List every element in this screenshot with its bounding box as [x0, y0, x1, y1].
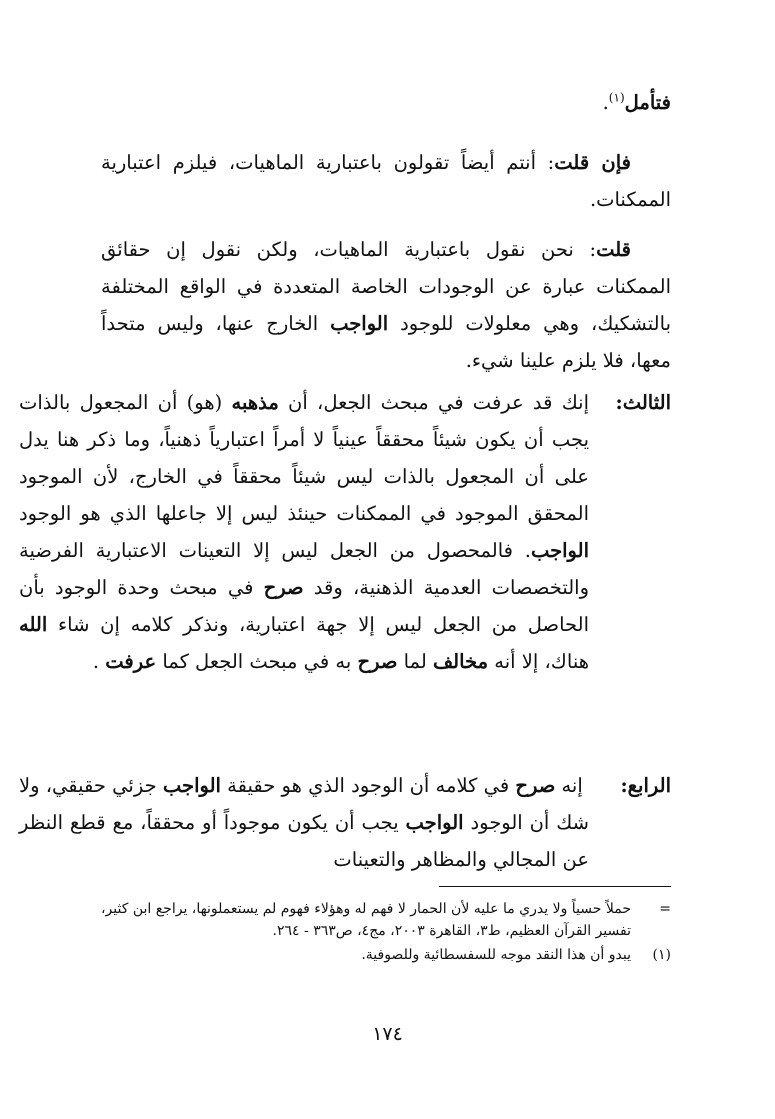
third-keyword-3: صرح: [263, 576, 304, 599]
fourth-text-4: يجب أن يكون موجوداً أو محققاً، مع قطع النظر عن المجالي والمظاهر والتعينات: [19, 811, 589, 871]
footnote-1-mark: (١): [652, 947, 671, 963]
footnote-separator: [439, 886, 671, 887]
fourth-point-label: الرابع:: [620, 774, 671, 797]
opening-line: [101, 84, 671, 121]
third-keyword-1: مذهبه: [231, 391, 279, 414]
fourth-keyword-2: الواجب: [162, 774, 221, 797]
opening-word: فتأمل: [624, 91, 671, 114]
footnote-ref-1: (١): [608, 90, 625, 105]
fourth-point-paragraph: [19, 767, 671, 878]
footnotes: [101, 898, 671, 966]
third-keyword-5: مخالف: [432, 650, 489, 673]
third-point-paragraph: [19, 384, 671, 680]
fourth-keyword-1: صرح: [515, 774, 556, 797]
answer-paragraph: [101, 231, 671, 379]
third-text-8: .: [92, 650, 106, 673]
third-keyword-2: الواجب: [530, 539, 589, 562]
answer-label: قلت: [596, 238, 631, 261]
answer-text-1: : نحن نقول باعتبارية الماهيات، ولكن نقول إن حقائق الممكنات عبارة عن الوجودات الخاصة المتعددة في الواقع المختلفة بالتشكيك، وهي معلولات للوجود: [101, 238, 671, 335]
third-keyword-6: صرح: [357, 650, 398, 673]
third-text-5: هناك، إلا أنه: [488, 650, 589, 673]
third-text-7: به في مبحث الجعل كما: [156, 650, 358, 673]
question-text: : أنتم أيضاً تقولون باعتبارية الماهيات، فيلزم اعتبارية الممكنات.: [101, 151, 671, 211]
footnote-1-text: يبدو أن هذا النقد موجه للسفسطائية وللصوفية.: [361, 947, 631, 963]
footnote-continued-text: حملاً حسياً ولا يدري ما عليه لأن الحمار لا فهم له وهؤلاء فهوم لم يستعملونها، يراجع ابن كثير، تفسير القرآن العظيم، ط٣، القاهرة ٢٠٠٣، مج٤، ص٣٦٣ - ٢٦٤.: [101, 901, 631, 939]
third-point-label: الثالث:: [615, 391, 671, 414]
answer-keyword-1: الواجب: [330, 312, 389, 335]
page-number: ١٧٤: [372, 1023, 403, 1045]
fourth-text-1: إنه: [555, 774, 589, 797]
opening-period: .: [602, 91, 609, 114]
fourth-text-2: في كلامه أن الوجود الذي هو حقيقة: [220, 774, 516, 797]
third-keyword-4: الله: [19, 613, 48, 636]
third-text-6: لما: [397, 650, 433, 673]
answer-text-2: الخارج عنها، وليس متحداً معها، فلا يلزم علينا شيء.: [101, 312, 671, 372]
footnote-continued-mark: =: [659, 901, 671, 917]
third-text-4: في مبحث وحدة الوجود بأن الحاصل من الجعل ليس إلا جهة اعتبارية، ونذكر كلامه إن شاء: [19, 576, 589, 636]
third-text-2: (هو) أن المجعول بالذات يجب أن يكون شيئاً محققاً عينياً لا أمراً اعتبارياً ذهنياً، وما ذكر هنا يدل على أن المجعول بالذات ليس شيئاً محققاً في الخارج، لأن الموجود المحقق الموجود في الممكنات حينئذ ليس إلا جاعلها الذي هو الوجود: [19, 391, 589, 525]
footnote-continued: [101, 898, 671, 942]
third-text-1: إنك قد عرفت في مبحث الجعل، أن: [278, 391, 589, 414]
third-keyword-7: عرفت: [105, 650, 157, 673]
footnote-1: [101, 944, 671, 966]
question-label: فإن قلت: [554, 151, 631, 174]
third-text-3: . فالمحصول من الجعل ليس إلا التعينات الاعتبارية الفرضية والتخصصات العدمية الذهنية، وقد: [19, 539, 589, 599]
fourth-keyword-3: الواجب: [405, 811, 464, 834]
question-paragraph: [101, 144, 671, 218]
fourth-text-3: جزئي حقيقي، ولا شك أن الوجود: [19, 774, 589, 834]
